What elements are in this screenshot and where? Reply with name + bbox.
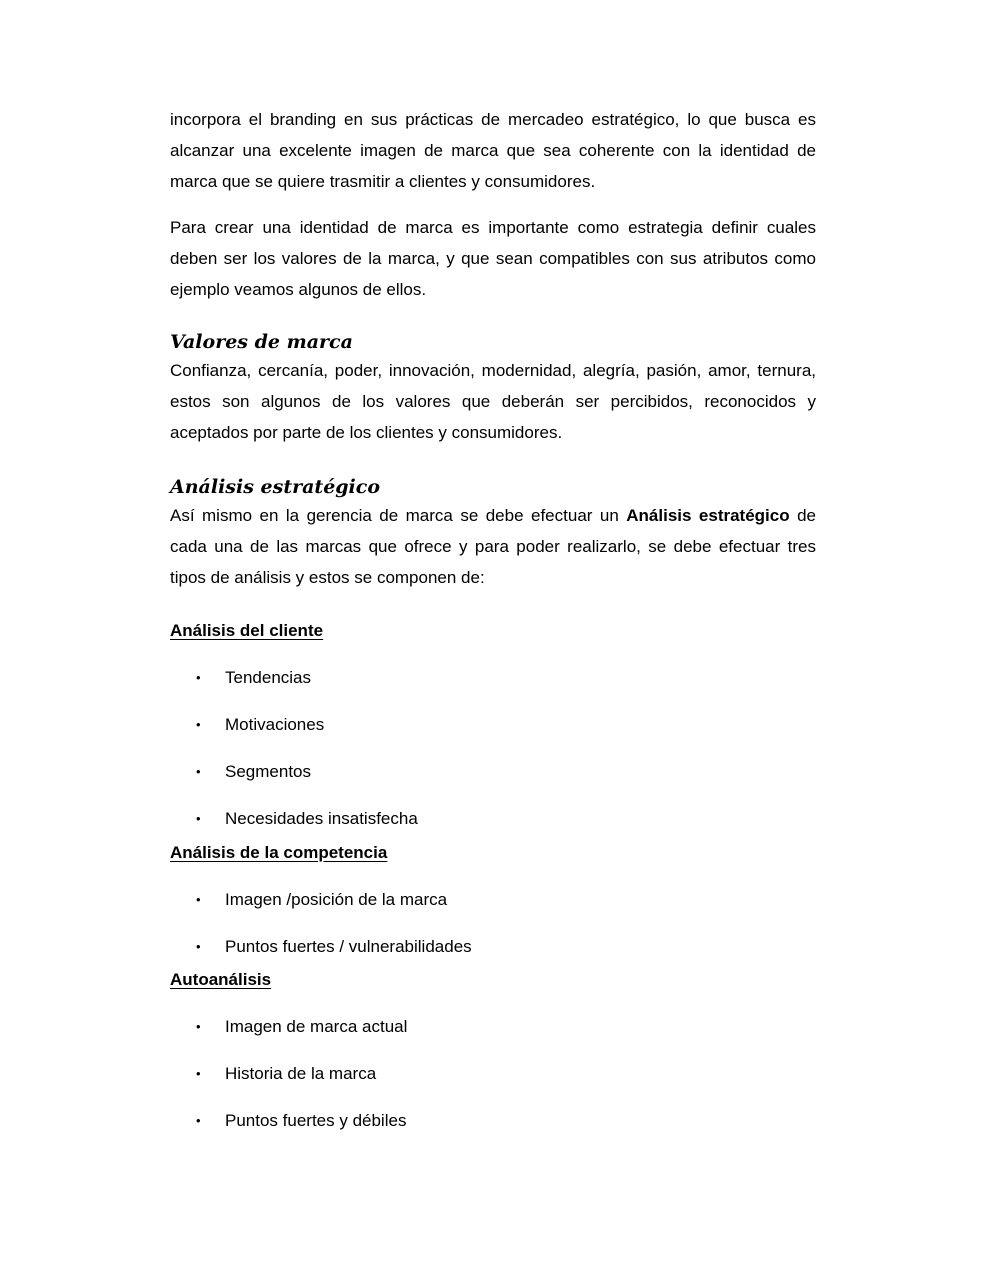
list-item-label: Imagen /posición de la marca xyxy=(225,890,448,909)
list-item-label: Segmentos xyxy=(225,762,311,781)
list-item xyxy=(170,1109,816,1133)
list-item xyxy=(170,713,816,737)
cliente-subheading: Análisis del cliente xyxy=(170,621,324,640)
list-item-label: Necesidades insatisfecha xyxy=(225,809,418,828)
list-item xyxy=(170,935,816,959)
bullet-icon: • xyxy=(196,764,201,779)
autoanalisis-list xyxy=(170,1015,816,1133)
bullet-icon: • xyxy=(196,717,201,732)
intro-paragraph: incorpora el branding en sus prácticas de mercadeo estratégico, lo que busca es alcanzar una excelente imagen de marca que sea coherente con la identidad de marca que se quiere trasmitir a clientes y consumidores. xyxy=(170,110,816,191)
bullet-icon: • xyxy=(196,1066,201,1081)
list-item-label: Tendencias xyxy=(225,668,312,687)
list-item xyxy=(170,666,816,690)
bullet-icon: • xyxy=(196,1019,201,1034)
document-page xyxy=(170,0,816,1133)
list-item-label: Puntos fuertes / vulnerabilidades xyxy=(225,937,472,956)
analisis-paragraph xyxy=(170,500,816,593)
analisis-heading: Análisis estratégico xyxy=(170,476,381,498)
bullet-icon: • xyxy=(196,892,201,907)
bullet-icon: • xyxy=(196,670,201,685)
competencia-subheading: Análisis de la competencia xyxy=(170,843,388,862)
list-item-label: Historia de la marca xyxy=(225,1064,377,1083)
list-item xyxy=(170,888,816,912)
bullet-icon: • xyxy=(196,939,201,954)
identity-paragraph: Para crear una identidad de marca es importante como estrategia definir cuales deben ser los valores de la marca, y que sean compatibles con sus atributos como ejemplo veamos algunos de ellos. xyxy=(170,218,816,299)
cliente-list xyxy=(170,666,816,831)
list-item xyxy=(170,1015,816,1039)
list-item-label: Motivaciones xyxy=(225,715,325,734)
competencia-list xyxy=(170,888,816,959)
bullet-icon: • xyxy=(196,811,201,826)
bullet-icon: • xyxy=(196,1113,201,1128)
analisis-text-before: Así mismo en la gerencia de marca se debe efectuar un xyxy=(170,506,627,525)
valores-heading: Valores de marca xyxy=(170,331,353,353)
autoanalisis-subheading: Autoanálisis xyxy=(170,970,272,989)
list-item xyxy=(170,760,816,784)
list-item xyxy=(170,1062,816,1086)
analisis-text-after: de cada una de las marcas que ofrece y para poder realizarlo, se debe efectuar tres tipos de análisis y estos se componen de: xyxy=(170,506,816,587)
valores-paragraph: Confianza, cercanía, poder, innovación, modernidad, alegría, pasión, amor, ternura, estos son algunos de los valores que deberán ser percibidos, reconocidos y aceptados por parte de los clientes y consumidores. xyxy=(170,361,816,442)
list-item-label: Puntos fuertes y débiles xyxy=(225,1111,407,1130)
list-item xyxy=(170,807,816,831)
analisis-text-bold: Análisis estratégico xyxy=(626,506,790,525)
list-item-label: Imagen de marca actual xyxy=(225,1017,408,1036)
